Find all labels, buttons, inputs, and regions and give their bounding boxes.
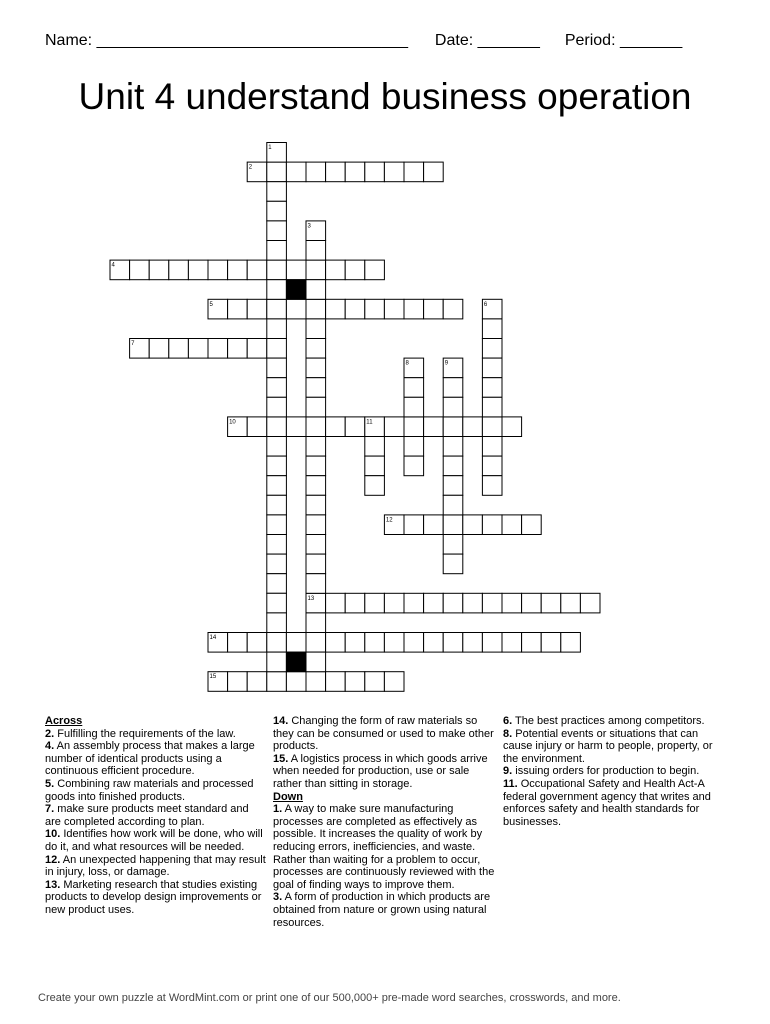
clue-number: 1. (273, 803, 283, 816)
grid-cell[interactable] (228, 260, 248, 280)
grid-cell[interactable] (522, 593, 542, 613)
grid-cell[interactable] (306, 495, 326, 515)
grid-cell[interactable] (541, 593, 561, 613)
down-clue (273, 891, 495, 929)
grid-cell[interactable] (384, 593, 404, 613)
cell-number: 11 (366, 419, 373, 426)
cell-number: 12 (385, 517, 393, 524)
grid-cell[interactable] (424, 593, 444, 613)
cell-number: 14 (209, 635, 217, 641)
grid-cell[interactable] (541, 633, 561, 653)
grid-cell[interactable] (404, 515, 424, 535)
grid-cell[interactable] (130, 260, 150, 280)
clue-text: Occupational Safety and Health Act-A federal government agency that writes and enforces safety and health standards for businesses. (503, 777, 711, 828)
grid-cell[interactable] (482, 319, 502, 339)
grid-cell[interactable] (306, 515, 326, 535)
across-clue (45, 803, 267, 828)
grid-cell[interactable] (345, 672, 365, 692)
grid-cell[interactable] (267, 476, 287, 496)
grid-cell[interactable] (267, 260, 287, 280)
grid-cell[interactable] (169, 260, 189, 280)
grid-cell[interactable] (306, 652, 326, 672)
grid-cell[interactable] (306, 476, 326, 496)
grid-cell[interactable] (306, 574, 326, 594)
grid-cell[interactable] (267, 515, 287, 535)
cell-number: 7 (131, 341, 135, 347)
grid-cell[interactable] (463, 633, 483, 653)
grid-cell[interactable] (365, 260, 385, 280)
grid-cell[interactable] (326, 672, 346, 692)
grid-cell[interactable] (502, 633, 522, 653)
grid-cell[interactable] (286, 299, 306, 319)
grid-cell[interactable] (267, 554, 287, 574)
grid-cell[interactable] (267, 319, 287, 339)
across-clue (45, 854, 267, 879)
grid-cell[interactable] (482, 378, 502, 398)
grid-cell[interactable] (326, 299, 346, 319)
clue-number: 10. (45, 828, 61, 841)
grid-cell[interactable] (286, 633, 306, 653)
grid-cell[interactable] (443, 299, 463, 319)
grid-cell[interactable] (365, 672, 385, 692)
down-clue (503, 765, 725, 778)
grid-cell[interactable] (365, 593, 385, 613)
grid-cell[interactable] (404, 417, 424, 437)
clues-column-2 (273, 715, 495, 929)
grid-cell[interactable] (463, 515, 483, 535)
grid-cell[interactable] (365, 162, 385, 182)
cell-number: 15 (209, 674, 217, 681)
grid-cell[interactable] (306, 554, 326, 574)
grid-cell[interactable] (306, 378, 326, 398)
date-field: Date: _______ (434, 32, 540, 49)
grid-cell[interactable] (286, 260, 306, 280)
grid-cell[interactable] (208, 260, 228, 280)
clue-number: 5. (45, 777, 55, 790)
across-clue (273, 753, 495, 791)
grid-cell[interactable] (482, 358, 502, 378)
grid-cell[interactable] (267, 299, 287, 319)
grid-cell[interactable] (306, 437, 326, 457)
grid-cell[interactable] (267, 417, 287, 437)
across-clue (45, 879, 267, 917)
grid-cell[interactable] (306, 299, 326, 319)
grid-cell[interactable] (326, 593, 346, 613)
grid-cell[interactable] (404, 456, 424, 476)
grid-cell[interactable] (306, 319, 326, 339)
clues-column-1 (45, 715, 267, 917)
grid-cell[interactable] (404, 593, 424, 613)
grid-cell[interactable] (228, 299, 248, 319)
grid-cell[interactable] (286, 417, 306, 437)
grid-cell[interactable] (443, 554, 463, 574)
grid-cell[interactable] (306, 260, 326, 280)
grid-cell[interactable] (267, 358, 287, 378)
grid-cell[interactable] (267, 574, 287, 594)
grid-cell[interactable] (306, 633, 326, 653)
grid-cell[interactable] (443, 633, 463, 653)
down-clues-list-b (503, 715, 725, 828)
down-clue (503, 778, 725, 828)
across-clue (45, 740, 267, 778)
grid-cell[interactable] (482, 593, 502, 613)
clue-text: Marketing research that studies existing products to develop design improvements or new product uses. (45, 878, 262, 916)
grid-cell[interactable] (208, 339, 228, 359)
grid-cell[interactable] (345, 260, 365, 280)
clue-text: An unexpected happening that may result in injury, loss, or damage. (45, 853, 266, 879)
grid-cell[interactable] (267, 182, 287, 202)
grid-cell[interactable] (345, 299, 365, 319)
cell-number: 1 (268, 145, 272, 151)
grid-cell[interactable] (424, 633, 444, 653)
grid-cell[interactable] (561, 593, 581, 613)
cell-number: 8 (405, 360, 409, 367)
grid-cell[interactable] (482, 515, 502, 535)
grid-cell[interactable] (522, 515, 542, 535)
grid-cell[interactable] (561, 633, 581, 653)
clue-number: 7. (45, 803, 55, 816)
grid-cell[interactable] (267, 221, 287, 241)
clue-text: make sure products meet standard and are completed according to plan. (45, 803, 249, 828)
clue-number: 11. (503, 777, 518, 790)
grid-cell[interactable] (443, 495, 463, 515)
grid-cell[interactable] (326, 417, 346, 437)
grid-cell[interactable] (267, 201, 287, 221)
clue-number: 4. (45, 740, 55, 753)
across-clue (45, 778, 267, 803)
grid-cell[interactable] (306, 162, 326, 182)
grid-cell[interactable] (424, 299, 444, 319)
clue-number: 15. (273, 752, 289, 765)
grid-cell[interactable] (345, 162, 365, 182)
clue-number: 6. (503, 715, 513, 727)
cell-number: 5 (209, 301, 213, 308)
clue-text: Identifies how work will be done, who will do it, and what resources will be needed. (45, 828, 263, 853)
across-clue (45, 728, 267, 741)
grid-cell[interactable] (267, 437, 287, 457)
grid-cell[interactable] (267, 280, 287, 300)
grid-cell[interactable] (482, 476, 502, 496)
grid-cell[interactable] (267, 378, 287, 398)
grid-cell[interactable] (404, 633, 424, 653)
grid-cell[interactable] (267, 633, 287, 653)
clue-number: 2. (45, 727, 55, 740)
clue-text: Changing the form of raw materials so they can be consumed or used to make other products. (273, 715, 494, 753)
grid-cell[interactable] (306, 241, 326, 261)
grid-cell[interactable] (443, 456, 463, 476)
grid-cell[interactable] (404, 378, 424, 398)
grid-cell[interactable] (247, 260, 267, 280)
grid-cell[interactable] (365, 476, 385, 496)
grid-cell[interactable] (482, 339, 502, 359)
cell-number: 10 (229, 419, 236, 426)
grid-cell[interactable] (149, 339, 169, 359)
grid-cell[interactable] (443, 378, 463, 398)
clue-number: 13. (45, 878, 61, 891)
grid-cell[interactable] (424, 515, 444, 535)
grid-cell[interactable] (247, 633, 267, 653)
grid-cell[interactable] (345, 633, 365, 653)
grid-cell[interactable] (326, 260, 346, 280)
cell-number: 9 (444, 360, 449, 367)
grid-cell[interactable] (267, 613, 287, 633)
grid-cell[interactable] (267, 535, 287, 555)
grid-cell[interactable] (149, 260, 169, 280)
blocked-cell (286, 280, 306, 300)
grid-cell[interactable] (482, 633, 502, 653)
grid-cell[interactable] (247, 417, 267, 437)
grid-cell[interactable] (286, 672, 306, 692)
grid-cell[interactable] (228, 339, 248, 359)
grid-cell[interactable] (267, 672, 287, 692)
grid-cell[interactable] (384, 162, 404, 182)
clue-number: 8. (503, 727, 513, 740)
grid-cell[interactable] (384, 672, 404, 692)
clue-text: Fulfilling the requirements of the law. (54, 727, 236, 740)
grid-cell[interactable] (404, 437, 424, 457)
grid-cell[interactable] (247, 299, 267, 319)
grid-cell[interactable] (267, 162, 287, 182)
grid-cell[interactable] (384, 633, 404, 653)
grid-cell[interactable] (345, 417, 365, 437)
grid-cell[interactable] (443, 437, 463, 457)
grid-cell[interactable] (443, 397, 463, 417)
grid-cell[interactable] (463, 417, 483, 437)
grid-cell[interactable] (384, 417, 404, 437)
grid-cell[interactable] (267, 593, 287, 613)
grid-cell[interactable] (443, 535, 463, 555)
grid-cell[interactable] (345, 593, 365, 613)
clue-number: 3. (273, 891, 283, 904)
cell-number: 13 (307, 595, 315, 602)
across-clues-list-b (273, 715, 495, 791)
grid-cell[interactable] (424, 417, 444, 437)
grid-cell[interactable] (306, 358, 326, 378)
clue-number: 12. (45, 853, 61, 866)
clue-text: A logistics process in which goods arrive when needed for production, use or sale rather than sitting in storage. (273, 752, 488, 790)
clue-text: An assembly process that makes a large number of identical products using a continuous efficient procedure. (45, 740, 255, 778)
grid-cell[interactable] (306, 613, 326, 633)
grid-cell[interactable] (365, 437, 385, 457)
grid-cell[interactable] (306, 397, 326, 417)
clue-number: 14. (273, 715, 289, 727)
grid-cell[interactable] (247, 339, 267, 359)
down-clues-list-a (273, 803, 495, 929)
grid-cell[interactable] (188, 260, 208, 280)
grid-cell[interactable] (306, 456, 326, 476)
grid-cell[interactable] (286, 162, 306, 182)
cell-number: 3 (307, 223, 311, 230)
grid-cell[interactable] (522, 633, 542, 653)
grid-cell[interactable] (267, 456, 287, 476)
grid-cell[interactable] (247, 672, 267, 692)
grid-cell[interactable] (326, 162, 346, 182)
cell-number: 2 (248, 164, 253, 171)
grid-cell[interactable] (267, 397, 287, 417)
period-field: Period: _______ (564, 32, 683, 49)
across-clue (273, 715, 495, 753)
grid-cell[interactable] (188, 339, 208, 359)
clues-column-3 (503, 715, 725, 828)
grid-cell[interactable] (443, 476, 463, 496)
grid-cell[interactable] (502, 417, 522, 437)
grid-cell[interactable] (228, 633, 248, 653)
grid-cell[interactable] (306, 280, 326, 300)
grid-cell[interactable] (443, 515, 463, 535)
grid-cell[interactable] (404, 299, 424, 319)
footer-credit: Create your own puzzle at WordMint.com or print one of our 500,000+ pre-made word searches, crosswords, and more. (38, 992, 621, 1004)
grid-cell[interactable] (482, 456, 502, 476)
grid-cell[interactable] (267, 495, 287, 515)
grid-cell[interactable] (228, 672, 248, 692)
grid-cell[interactable] (502, 515, 522, 535)
clue-text: issuing orders for production to begin. (512, 765, 700, 778)
grid-cell[interactable] (306, 672, 326, 692)
grid-cell[interactable] (306, 339, 326, 359)
grid-cell[interactable] (306, 417, 326, 437)
down-clue (503, 715, 725, 728)
grid-cell[interactable] (404, 162, 424, 182)
grid-cell[interactable] (267, 339, 287, 359)
grid-cell[interactable] (365, 633, 385, 653)
across-clue (45, 828, 267, 853)
down-heading: Down (273, 790, 303, 803)
grid-cell[interactable] (502, 593, 522, 613)
grid-cell[interactable] (404, 397, 424, 417)
clue-text: A way to make sure manufacturing processes are completed as effectively as possible. It increases the quality of work by reducing errors, inefficiencies, and waste. Rather than waiting for a problem to occur, processes are continuously reviewed with the goal of finding ways to improve them. (273, 803, 495, 891)
grid-cell[interactable] (482, 397, 502, 417)
puzzle-title: Unit 4 understand business operation (78, 76, 692, 117)
grid-cell[interactable] (424, 162, 444, 182)
grid-cell[interactable] (267, 241, 287, 261)
blocked-cell (286, 652, 306, 672)
grid-cell[interactable] (463, 593, 483, 613)
grid-cell[interactable] (326, 633, 346, 653)
grid-cell[interactable] (580, 593, 600, 613)
grid-cell[interactable] (365, 299, 385, 319)
clue-text: A form of production in which products are obtained from nature or grown using natural resources. (273, 891, 491, 929)
grid-cell[interactable] (443, 417, 463, 437)
grid-cell[interactable] (267, 652, 287, 672)
grid-cell[interactable] (482, 417, 502, 437)
across-heading: Across (45, 715, 83, 727)
grid-cell[interactable] (365, 456, 385, 476)
clue-number: 9. (503, 765, 513, 778)
across-clues-list-a (45, 728, 267, 917)
cell-number: 6 (483, 301, 488, 308)
name-field: Name: ___________________________________ (45, 32, 409, 49)
grid-cell[interactable] (169, 339, 189, 359)
grid-cell[interactable] (443, 593, 463, 613)
down-clue (503, 728, 725, 766)
grid-cell[interactable] (384, 299, 404, 319)
clue-text: The best practices among competitors. (512, 715, 705, 727)
grid-cell[interactable] (482, 437, 502, 457)
clue-text: Combining raw materials and processed goods into finished products. (45, 777, 254, 803)
clue-text: Potential events or situations that can cause injury or harm to people, property, or the environment. (503, 727, 713, 765)
cell-number: 4 (111, 262, 115, 269)
down-clue (273, 803, 495, 891)
grid-cell[interactable] (306, 535, 326, 555)
